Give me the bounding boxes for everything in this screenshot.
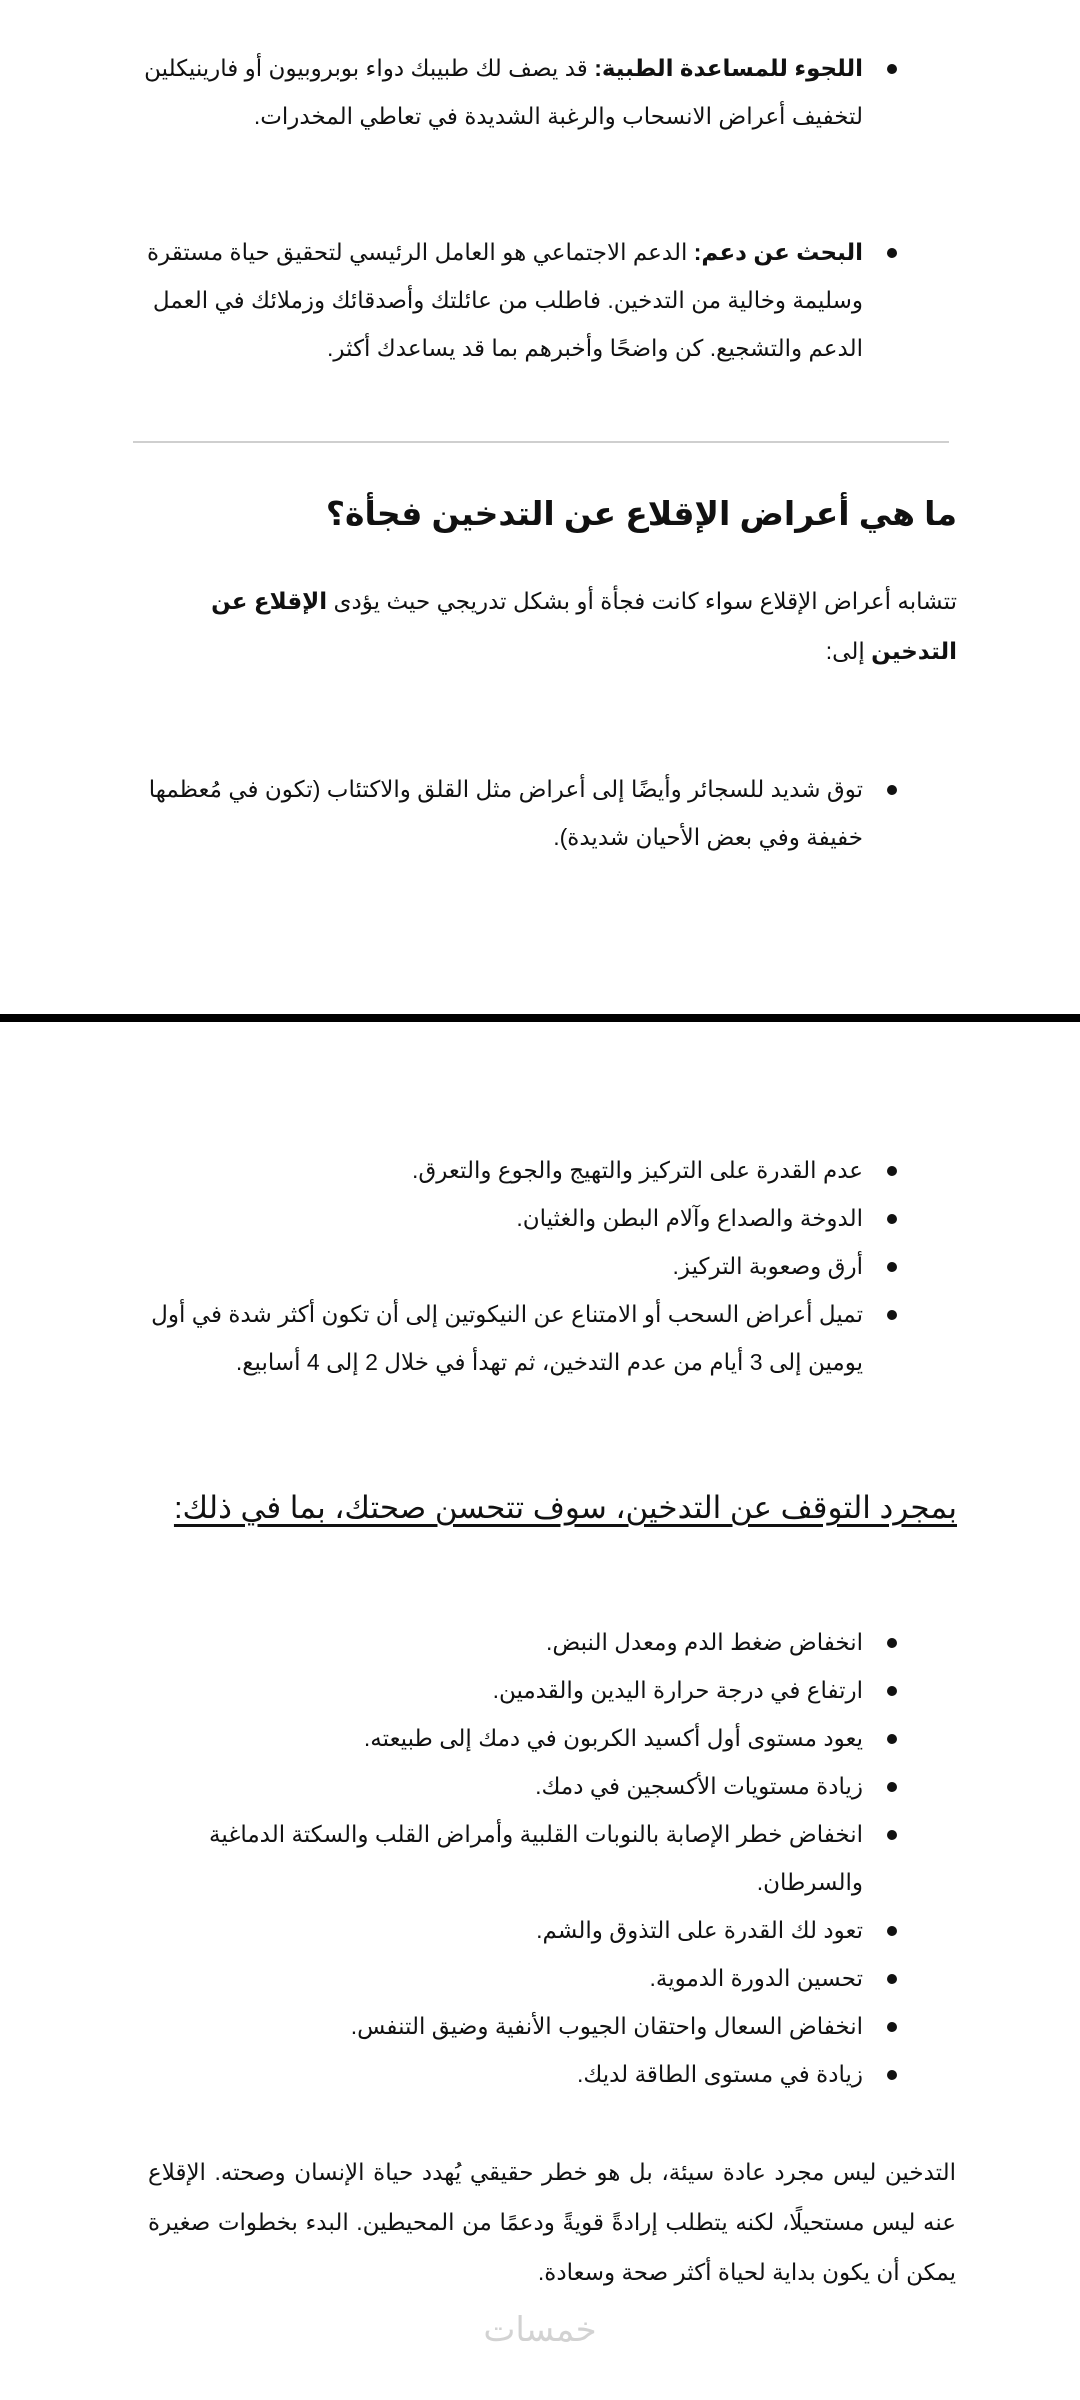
list-item — [133, 1762, 901, 1810]
list-item — [133, 228, 901, 372]
list-item — [133, 1714, 901, 1762]
list-item-text: الدوخة والصداع وآلام البطن والغثيان. — [516, 1205, 863, 1231]
bullet-icon — [887, 1974, 897, 1984]
bullet-icon — [887, 1262, 897, 1272]
list-item-text: ارتفاع في درجة حرارة اليدين والقدمين. — [492, 1677, 863, 1703]
list-item — [133, 44, 901, 140]
list-item — [133, 1618, 901, 1666]
bullet-icon — [887, 64, 897, 74]
conclusion-paragraph: التدخين ليس مجرد عادة سيئة، بل هو خطر حقيقي يُهدد حياة الإنسان وصحته. الإقلاع عنه ليس مستحيلًا، لكنه يتطلب إرادةً قويةً ودعمًا من المحيطين. البدء بخطوات صغيرة يمكن أن يكون بداية لحياة أكثر صحة وسعادة. — [148, 2159, 956, 2285]
list-item-text: تحسين الدورة الدموية. — [649, 1965, 863, 1991]
bullet-icon — [887, 1782, 897, 1792]
bullet-icon — [887, 785, 897, 795]
bullet-icon — [887, 1638, 897, 1648]
list-item — [133, 1194, 901, 1242]
first-symptom-block — [133, 765, 901, 861]
list-item-text: انخفاض السعال واحتقان الجيوب الأنفية وضيق التنفس. — [350, 2013, 863, 2039]
section-divider — [133, 441, 949, 443]
list-item-text: تعود لك القدرة على التذوق والشم. — [536, 1917, 863, 1943]
top-list-block — [133, 44, 901, 372]
list-item-text: توق شديد للسجائر وأيضًا إلى أعراض مثل القلق والاكتئاب (تكون في مُعظمها خفيفة وفي بعض الأحيان شديدة). — [148, 776, 863, 850]
top-list — [133, 44, 901, 372]
list-item-text: يعود مستوى أول أكسيد الكربون في دمك إلى طبيعته. — [363, 1725, 863, 1751]
intro-text-before: تتشابه أعراض الإقلاع سواء كانت فجأة أو بشكل تدريجي حيث يؤدى — [327, 588, 957, 614]
benefits-list — [133, 1618, 901, 2098]
intro-bold-term: الإقلاع عن التدخين — [211, 588, 957, 664]
bullet-icon — [887, 1926, 897, 1936]
list-item — [133, 765, 901, 861]
symptoms-list — [133, 1146, 901, 1386]
list-item-text: زيادة في مستوى الطاقة لديك. — [576, 2061, 863, 2087]
list-item-text: أرق وصعوبة التركيز. — [672, 1253, 863, 1279]
list-item-text: عدم القدرة على التركيز والتهيج والجوع والتعرق. — [411, 1157, 863, 1183]
benefits-heading: بمجرد التوقف عن التدخين، سوف تتحسن صحتك، بما في ذلك: — [173, 1490, 957, 1525]
list-item-text: انخفاض خطر الإصابة بالنوبات القلبية وأمراض القلب والسكتة الدماغية والسرطان. — [209, 1821, 863, 1895]
list-item — [133, 1290, 901, 1386]
page-break-bar — [0, 1014, 1080, 1022]
list-item — [133, 1666, 901, 1714]
bullet-icon — [887, 1214, 897, 1224]
benefits-block — [133, 1618, 901, 2098]
symptoms-block — [133, 1146, 901, 1386]
list-item-title: اللجوء للمساعدة الطبية: — [594, 55, 863, 81]
bullet-icon — [887, 1686, 897, 1696]
list-item-text: الدعم الاجتماعي هو العامل الرئيسي لتحقيق حياة مستقرة وسليمة وخالية من التدخين. فاطلب من عائلتك وأصدقائك وزملائك في العمل الدعم والتشجيع. كن واضحًا وأخبرهم بما قد يساعدك أكثر. — [146, 239, 863, 361]
list-item-text: زيادة مستويات الأكسجين في دمك. — [535, 1773, 863, 1799]
section-heading: ما هي أعراض الإقلاع عن التدخين فجأة؟ — [325, 495, 957, 532]
list-item-text: انخفاض ضغط الدم ومعدل النبض. — [546, 1629, 863, 1655]
list-item — [133, 1810, 901, 1906]
list-item — [133, 2050, 901, 2098]
intro-paragraph — [150, 576, 957, 676]
list-item — [133, 1146, 901, 1194]
bullet-icon — [887, 2070, 897, 2080]
list-item — [133, 1906, 901, 1954]
list-item-text: تميل أعراض السحب أو الامتناع عن النيكوتين إلى أن تكون أكثر شدة في أول يومين إلى 3 أيام من عدم التدخين، ثم تهدأ في خلال 2 إلى 4 أسابيع. — [151, 1301, 863, 1375]
intro-text-after: إلى: — [825, 638, 872, 664]
list-item-text: قد يصف لك طبيبك دواء بوبروبيون أو فارينيكلين لتخفيف أعراض الانسحاب والرغبة الشديدة في تعاطي المخدرات. — [144, 55, 863, 129]
watermark-logo: خمسات — [483, 2311, 597, 2349]
list-item — [133, 2002, 901, 2050]
bullet-icon — [887, 1310, 897, 1320]
first-symptom-list — [133, 765, 901, 861]
bullet-icon — [887, 1166, 897, 1176]
bullet-icon — [887, 1830, 897, 1840]
bullet-icon — [887, 2022, 897, 2032]
list-item — [133, 1242, 901, 1290]
list-item — [133, 1954, 901, 2002]
bullet-icon — [887, 1734, 897, 1744]
bullet-icon — [887, 248, 897, 258]
list-item-title: البحث عن دعم: — [693, 239, 863, 265]
